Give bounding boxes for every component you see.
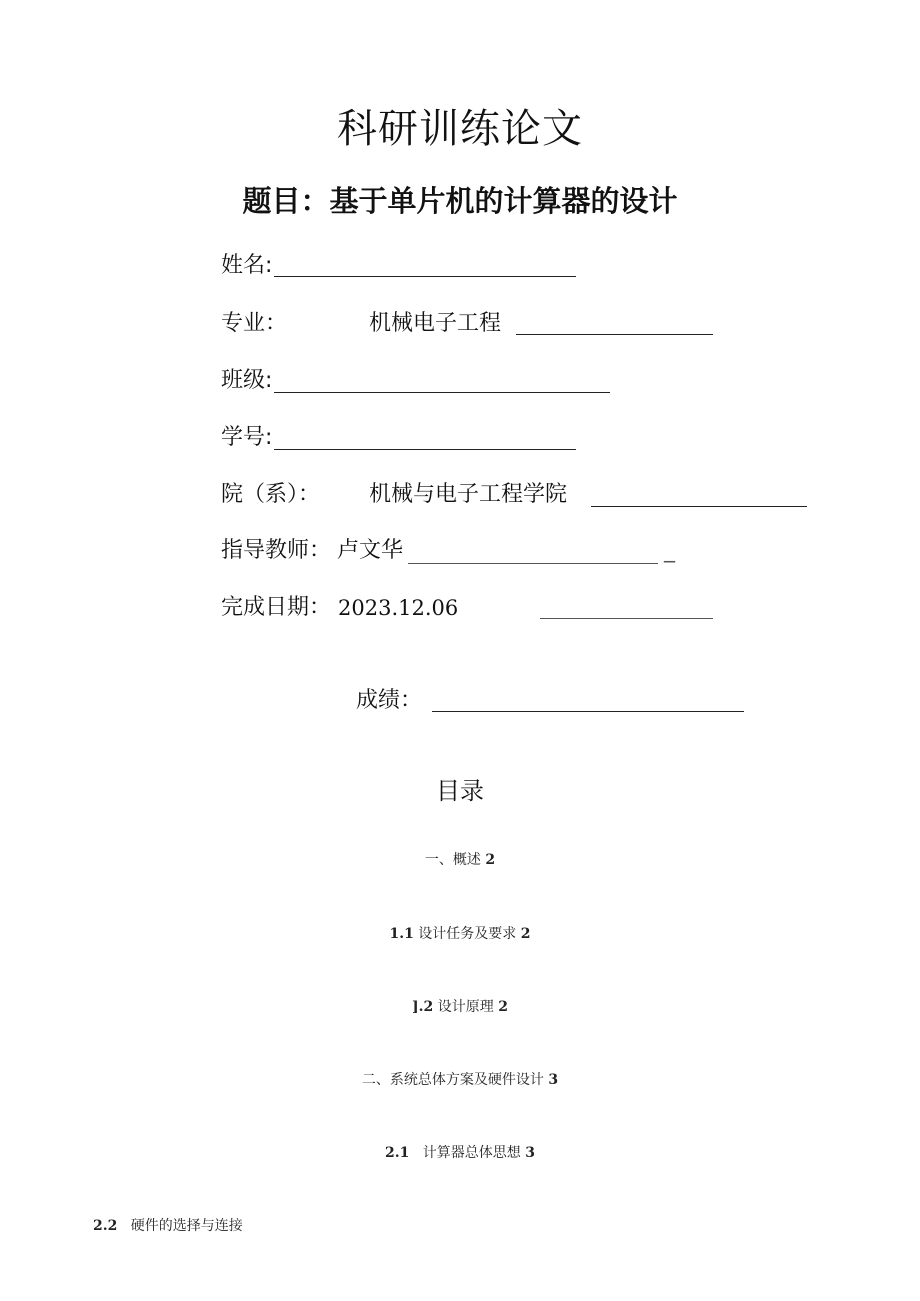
date-underline — [540, 618, 713, 619]
toc-item: 2.2 硬件的选择与连接 — [93, 1218, 243, 1234]
grade-underline — [432, 711, 744, 712]
toc-item: 二、系统总体方案及硬件设计 3 — [361, 1072, 559, 1088]
date-value: 2023.12.06 — [338, 596, 459, 620]
student-id-label: 学号: — [221, 425, 273, 450]
department-value: 机械与电子工程学院 — [369, 482, 568, 507]
major-value: 机械电子工程 — [369, 311, 502, 336]
toc-item: 一、概述 2 — [424, 852, 496, 868]
advisor-underline — [408, 563, 658, 564]
department-label: 院（系）： — [221, 482, 321, 507]
major-underline — [516, 334, 713, 335]
advisor-label: 指导教师： — [221, 538, 332, 563]
date-label: 完成日期： — [221, 595, 332, 620]
grade-label: 成绩： — [356, 688, 423, 713]
thesis-topic: 题目：基于单片机的计算器的设计 — [242, 184, 678, 218]
toc-item: ].2 设计原理 2 — [412, 999, 508, 1015]
department-underline — [591, 506, 807, 507]
major-label: 专业： — [221, 311, 288, 336]
student-id-underline — [274, 449, 576, 450]
class-underline — [274, 392, 610, 393]
name-underline — [274, 276, 576, 277]
name-label: 姓名: — [221, 253, 273, 278]
advisor-value: 卢文华 — [337, 538, 404, 563]
class-label: 班级: — [221, 368, 273, 393]
document-title: 科研训练论文 — [337, 106, 583, 152]
toc-item: 1.1 设计任务及要求 2 — [389, 926, 531, 942]
advisor-underline-tail: _ — [664, 538, 675, 563]
toc-item: 2.1 计算器总体思想 3 — [385, 1145, 535, 1161]
toc-heading: 目录 — [436, 777, 484, 805]
